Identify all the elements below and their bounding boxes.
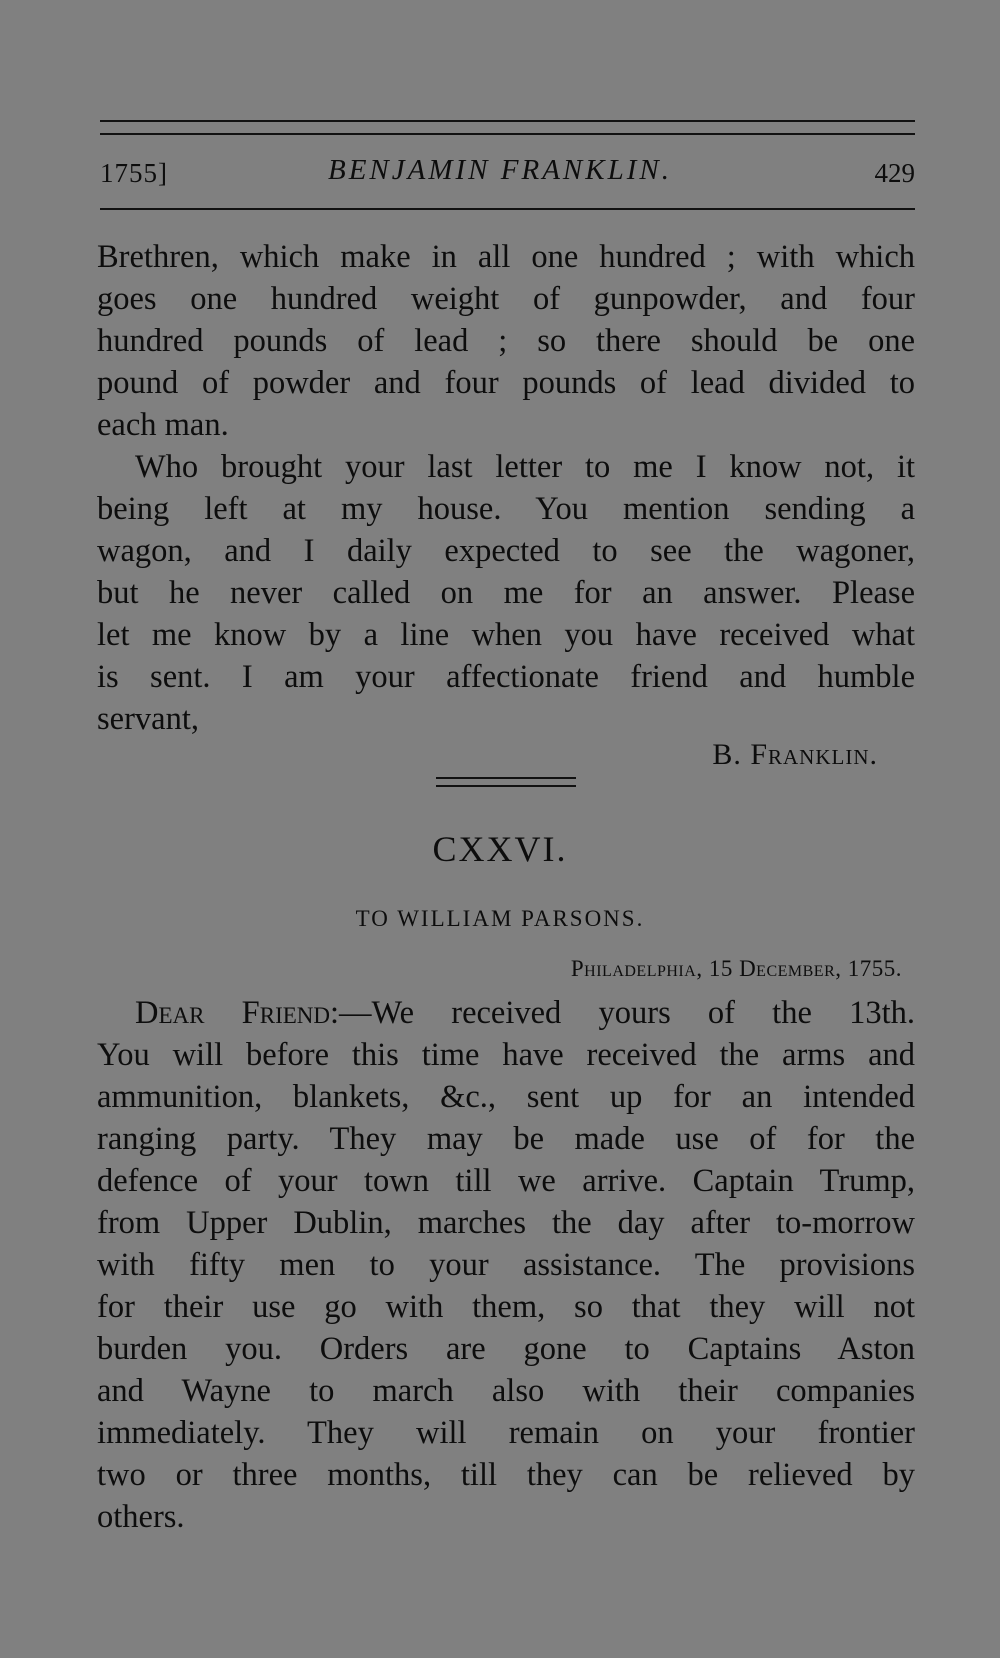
text-line: Brethren, which make in all one hundred ; with which bbox=[97, 239, 915, 275]
text-line: from Upper Dublin, marches the day after to-morrow bbox=[97, 1205, 915, 1241]
text-line: wagon, and I daily expected to see the wagoner, bbox=[97, 533, 915, 569]
text-line bbox=[97, 992, 915, 1034]
text-line: is sent. I am your affectionate friend and humble bbox=[97, 659, 915, 695]
text-line: burden you. Orders are gone to Captains Aston bbox=[97, 1331, 915, 1367]
continued-paragraph bbox=[97, 236, 915, 446]
top-rule-second bbox=[100, 133, 915, 135]
text-line: defence of your town till we arrive. Captain Trump, bbox=[97, 1163, 915, 1199]
text-line: others. bbox=[97, 1499, 185, 1535]
text-line: servant, bbox=[97, 701, 199, 737]
text-line: ammunition, blankets, &c., sent up for an intended bbox=[97, 1079, 915, 1115]
text-line: for their use go with them, so that they will not bbox=[97, 1289, 915, 1325]
text-line: You will before this time have received the arms and bbox=[97, 1037, 915, 1073]
letter-number: CXXVI. bbox=[432, 829, 568, 869]
section-divider bbox=[436, 777, 576, 779]
salutation: Dear Friend bbox=[135, 995, 331, 1031]
top-rule bbox=[100, 120, 915, 122]
text-line: immediately. They will remain on your frontier bbox=[97, 1415, 915, 1451]
text-line: being left at my house. You mention sending a bbox=[97, 491, 915, 527]
letter-body bbox=[97, 992, 915, 1538]
text-line: but he never called on me for an answer. Please bbox=[97, 575, 915, 611]
text-line: with fifty men to your assistance. The provisions bbox=[97, 1247, 915, 1283]
text-line: goes one hundred weight of gunpowder, and four bbox=[97, 281, 915, 317]
text-line: ranging party. They may be made use of for the bbox=[97, 1121, 915, 1157]
signature: B. Franklin. bbox=[712, 738, 878, 771]
letter-dateline: Philadelphia, 15 December, 1755. bbox=[570, 956, 902, 981]
text-line: Who brought your last letter to me I know not, it bbox=[135, 449, 915, 485]
page-number: 429 bbox=[874, 158, 915, 188]
running-head-year: 1755] bbox=[100, 158, 168, 188]
text-line: and Wayne to march also with their companies bbox=[97, 1373, 915, 1409]
text-line: pound of powder and four pounds of lead divided to bbox=[97, 365, 915, 401]
text-line: each man. bbox=[97, 407, 229, 443]
salutation-continuation: :—We received yours of the 13th. bbox=[330, 995, 915, 1031]
running-head-title: BENJAMIN FRANKLIN. bbox=[328, 154, 672, 186]
closing-paragraph bbox=[97, 446, 915, 740]
text-line: hundred pounds of lead ; so there should be one bbox=[97, 323, 915, 359]
header-rule bbox=[100, 208, 915, 210]
text-line: two or three months, till they can be relieved by bbox=[97, 1457, 915, 1493]
letter-recipient: TO WILLIAM PARSONS. bbox=[355, 906, 645, 931]
section-divider-second bbox=[436, 785, 576, 787]
text-line: let me know by a line when you have received what bbox=[97, 617, 915, 653]
